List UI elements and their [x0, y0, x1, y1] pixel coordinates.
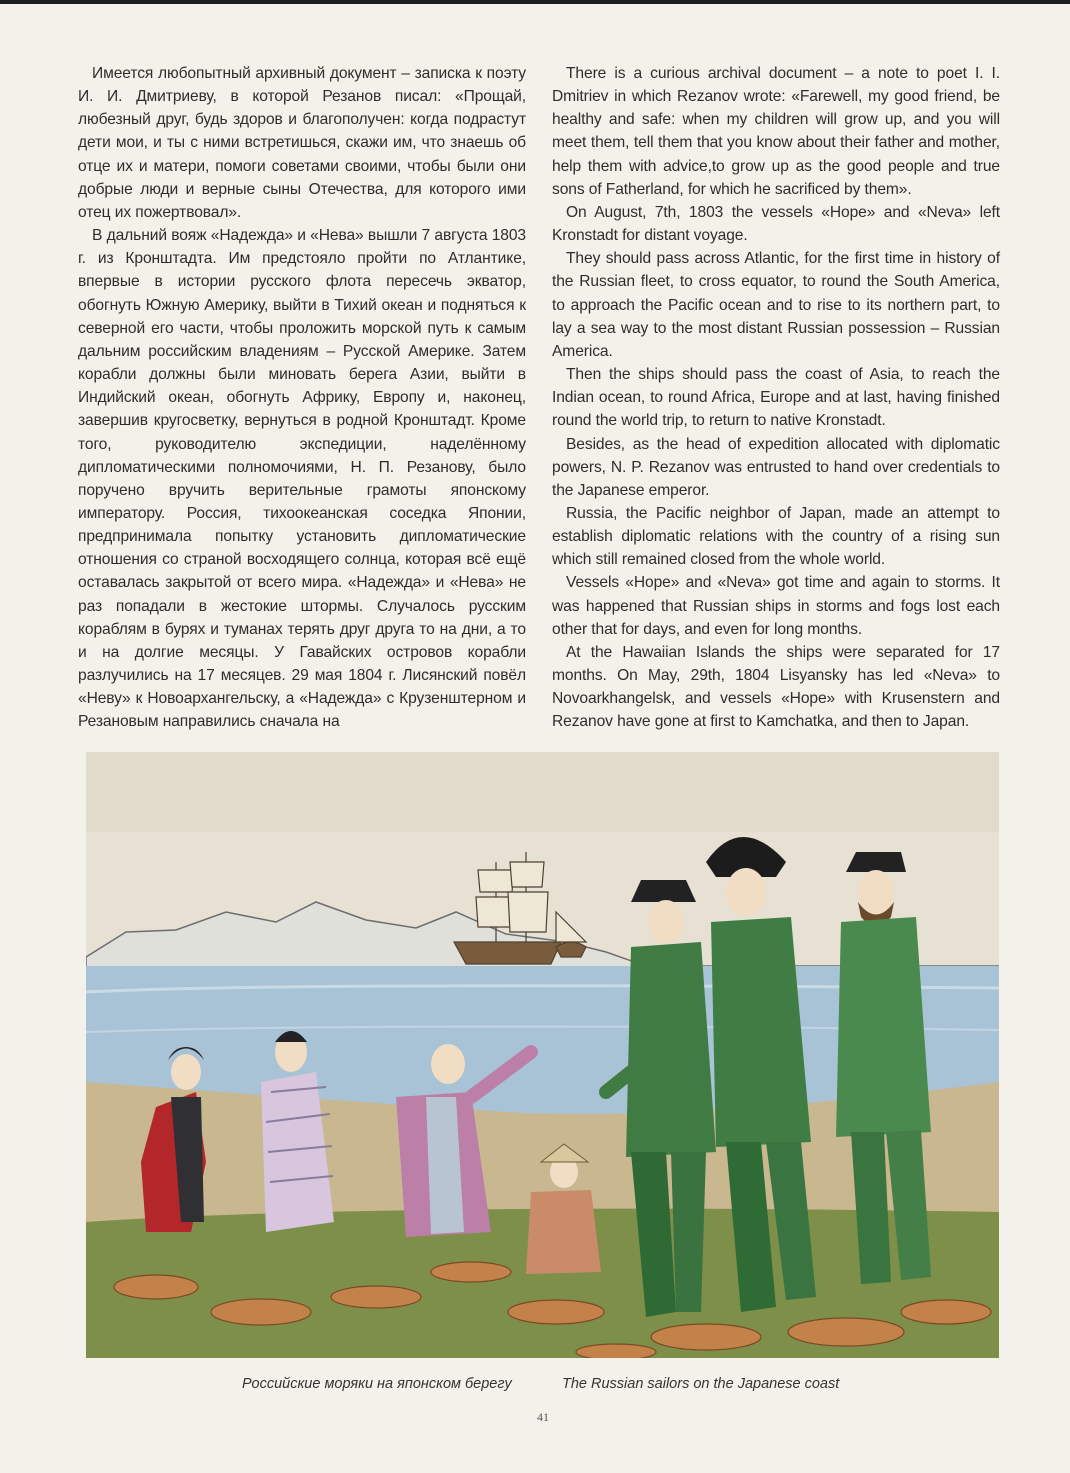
russian-paragraph-2: В дальний вояж «Надежда» и «Нева» вышли 7 августа 1803 г. из Кронштадта. Им предстояло пройти по Атлантике, впервые в истории русского флота пересечь экватор, обогнуть Южную Америку, выйти в Тихий океан и подняться к северной его части, чтобы проложить морской путь к самым дальним российским владениям – Русской Америке. Затем корабли должны были миновать берега Азии, выйти в Индийский океан, обогнуть Африку, Европу и, наконец, завершив кругосветку, вернуться в родной Кронштадт. Кроме того, руководителю экспедиции, наделённому дипломатическими полномочиями, Н. П. Резанову, было поручено вручить верительные грамоты японскому императору. Россия, тихоокеанская соседка Японии, предпринимала попытку установить дипломатические отношения со страной восходящего солнца, которая всё ещё оставалась закрытой от всего мира. «Надежда» и «Нева» не раз попадали в жестокие штормы. Случалось русским кораблям в бурях и туманах терять друг друга то на дни, а то и на долгие месяцы. У Гавайских островов корабли разлучились на 17 месяцев. 29 мая 1804 г. Лисянский повёл «Неву» к Новоархангельску, а «Надежда» с Крузенштерном и Резановым направились сначала на: [78, 227, 526, 731]
illustration-russian-sailors: [86, 752, 999, 1358]
top-rule: [0, 0, 1070, 4]
russian-paragraph-1: Имеется любопытный архивный документ – записка к поэту И. И. Дмитриеву, в которой Резанов писал: «Прощай, любезный друг, будь здоров и благополучен: когда подрастут дети мои, и ты с ними встретишься, скажи им, что знаешь об отце их и матери, помоги советами своими, чтобы были они добрые люди и верные сыны Отечества, для которого ими отец их пожертвовал».: [78, 65, 526, 221]
english-paragraph-6: Russia, the Pacific neighbor of Japan, made an attempt to establish diplomatic relations with the country of a rising sun which still remained closed from the whole world.: [552, 504, 1000, 569]
english-paragraph-5: Besides, as the head of expedition allocated with diplomatic powers, N. P. Rezanov was entrusted to hand over credentials to the Japanese emperor.: [552, 435, 1000, 499]
english-text-column: [552, 62, 1000, 734]
english-paragraph-3: They should pass across Atlantic, for the first time in history of the Russian fleet, to cross equator, to round the South America, to approach the Pacific ocean and to rise to its northern part, to lay a sea way to the most distant Russian possession – Russian America.: [552, 250, 1000, 360]
english-paragraph-1: There is a curious archival document – a note to poet I. I. Dmitriev in which Rezanov wrote: «Farewell, my good friend, be healthy and safe: when my children will grow up, and you will meet them, tell them that you know about their father and mother, help them with advice,to grow up as the good people and true sons of Fatherland, for which he sacrificed by them».: [552, 65, 1000, 198]
caption-english: The Russian sailors on the Japanese coast: [562, 1376, 840, 1392]
page-number: 41: [537, 1410, 549, 1424]
russian-text-column: [78, 62, 526, 734]
english-paragraph-2: On August, 7th, 1803 the vessels «Hope» and «Neva» left Kronstadt for distant voyage.: [552, 203, 1000, 245]
english-paragraph-4: Then the ships should pass the coast of Asia, to reach the Indian ocean, to round Africa, Europe and at last, having finished round the world trip, to return to native Kronstadt.: [552, 366, 1000, 430]
caption-russian: Российские моряки на японском берегу: [242, 1376, 512, 1392]
english-paragraph-8: At the Hawaiian Islands the ships were separated for 17 months. On May, 29th, 1804 Lisyansky has led «Neva» to Novoarkhangelsk, and vessels «Hope» with Krusenstern and Rezanov have gone at first to Kamchatka, and then to Japan.: [552, 643, 1000, 731]
english-paragraph-7: Vessels «Hope» and «Neva» got time and again to storms. It was happened that Russian ships in storms and fogs lost each other that for days, and even for long months.: [552, 574, 1000, 638]
